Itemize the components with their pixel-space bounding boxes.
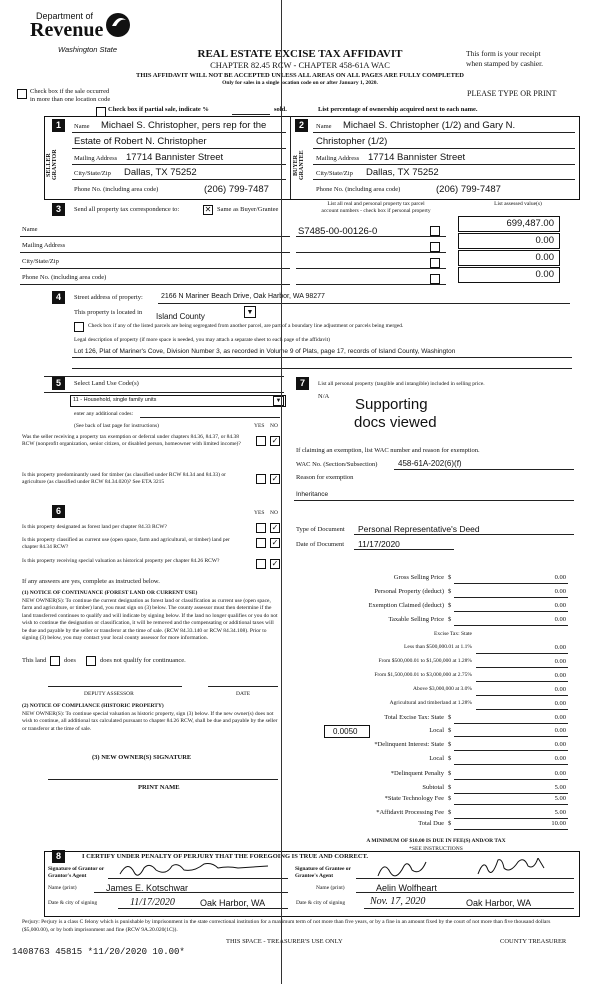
partial-sale-line bbox=[232, 114, 270, 115]
s6-q1-yes[interactable] bbox=[256, 523, 266, 533]
county-value: Island County bbox=[156, 312, 205, 321]
logo-dept-line3: Washington State bbox=[58, 45, 118, 54]
doc-date-value[interactable]: 11/17/2020 bbox=[358, 539, 400, 549]
exemption-label: If claiming an exemption, list WAC number and reason for exemption. bbox=[296, 447, 480, 454]
s5-q1-no[interactable]: ✓ bbox=[271, 436, 279, 445]
total-state-value[interactable]: 0.00 bbox=[554, 714, 566, 721]
located-in-label: This property is located in bbox=[74, 309, 143, 316]
s6-q3-yes[interactable] bbox=[256, 559, 266, 569]
logo-swirl-icon bbox=[104, 8, 132, 42]
taxable-price-label: Taxable Selling Price bbox=[388, 616, 444, 623]
s6-yes-header: YES bbox=[254, 510, 265, 516]
scan-line bbox=[281, 0, 282, 984]
county-select[interactable] bbox=[156, 306, 256, 321]
seller-mailing[interactable]: 17714 Bannister Street bbox=[126, 152, 224, 163]
grantor-signature-scribble bbox=[110, 862, 286, 878]
section-5-number: 5 bbox=[52, 377, 65, 390]
does-not-label: does not qualify for continuance. bbox=[100, 657, 186, 664]
chevron-down-icon: ▼ bbox=[273, 396, 284, 406]
notice2-body: NEW OWNER(S): To continue special valuation as historic property, sign (3) below. If the new owner(s) does not wish to continue, all additional tax calculated pursuant to chapter 84.26 RCW, shall be due and payable by the seller or transferor at the time of sale. bbox=[22, 711, 278, 732]
logo-dept-line2: Revenue bbox=[30, 19, 104, 41]
grantee-name[interactable]: Aelin Wolfheart bbox=[376, 883, 437, 893]
grantor-date-label: Date & city of signing bbox=[48, 900, 98, 906]
does-not-checkbox[interactable] bbox=[86, 656, 96, 666]
corr-name-label: Name bbox=[22, 226, 38, 233]
buyer-phone-label: Phone No. (including area code) bbox=[316, 186, 401, 193]
grantee-sig-label: Signature of Grantee or Grantee's Agent bbox=[295, 866, 351, 879]
wac-label: WAC No. (Section/Subsection) bbox=[296, 461, 378, 468]
s5-q1-yes[interactable] bbox=[256, 436, 266, 446]
grantor-city[interactable]: Oak Harbor, WA bbox=[200, 898, 266, 908]
affidavit-fee-label: *Affidavit Processing Fee bbox=[376, 809, 444, 816]
additional-codes-label: enter any additional codes: bbox=[74, 411, 134, 417]
affidavit-fee-value[interactable]: 5.00 bbox=[554, 809, 566, 816]
ownership-note: List percentage of ownership acquired next to each name. bbox=[318, 106, 478, 113]
gross-price-value[interactable]: 0.00 bbox=[554, 574, 566, 581]
bracket-3-label: From $1,500,000.01 to $3,000,000 at 2.75% bbox=[374, 672, 472, 678]
perjury-text: Perjury: Perjury is a class C felony which is punishable by imprisonment in the state correctional institution for a maximum term of not more than five years, or by a fine in an amount fixed by the court of not more than five thousand dollars ($5,000.00), or by both imprisonment and fine (RCW 9A.20.020(1C)). bbox=[22, 919, 551, 933]
notice2-title: (2) NOTICE OF COMPLIANCE (HISTORIC PROPERTY) bbox=[22, 703, 164, 709]
does-label: does bbox=[64, 657, 76, 664]
bracket-2-value[interactable]: 0.00 bbox=[554, 658, 566, 665]
subtotal-label: Subtotal bbox=[422, 784, 444, 791]
s6-q2-yes[interactable] bbox=[256, 538, 266, 548]
see-instructions-note: *SEE INSTRUCTIONS bbox=[409, 846, 463, 852]
reason-value[interactable]: Inheritance bbox=[296, 491, 329, 498]
s6-q2-no[interactable]: ✓ bbox=[271, 538, 279, 547]
chevron-down-icon: ▼ bbox=[244, 306, 256, 318]
local-rate-box[interactable] bbox=[324, 725, 370, 738]
dor-logo bbox=[30, 8, 135, 68]
grantee-signature-scribble bbox=[358, 858, 568, 880]
corr-phone-label: Phone No. (including area code) bbox=[22, 274, 107, 281]
seller-city[interactable]: Dallas, TX 75252 bbox=[124, 167, 197, 178]
seller-name-label: Name bbox=[74, 123, 90, 130]
assessed-header: List assessed value(s) bbox=[494, 201, 542, 207]
does-checkbox[interactable] bbox=[50, 656, 60, 666]
corr-city-label: City/State/Zip bbox=[22, 258, 59, 265]
taxable-price-value[interactable]: 0.00 bbox=[554, 616, 566, 623]
tech-fee-label: *State Technology Fee bbox=[384, 795, 444, 802]
s5-q2-no[interactable]: ✓ bbox=[271, 474, 279, 483]
delinquent-penalty-value[interactable]: 0.00 bbox=[554, 770, 566, 777]
parcel-header-1: List all real and personal property tax parcel bbox=[327, 201, 425, 207]
buyer-side-label: BUYER GRANTEE bbox=[293, 150, 305, 180]
s5-q2: Is this property predominantly used for timber (as classified under RCW 84.34 and 84.33) or agriculture (as classified under RCW 84.34.020)? See ETA 3215 bbox=[22, 472, 226, 485]
logo-dept-line1: Department of bbox=[36, 11, 94, 21]
buyer-name-label: Name bbox=[316, 123, 332, 130]
land-use-select[interactable] bbox=[70, 395, 286, 407]
certify-text: I CERTIFY UNDER PENALTY OF PERJURY THAT THE FOREGOING IS TRUE AND CORRECT. bbox=[82, 853, 369, 860]
reason-label: Reason for exemption bbox=[296, 474, 354, 481]
sold-label: sold. bbox=[274, 106, 287, 113]
legal-label: Legal description of property (if more space is needed, you may attach a separate sheet to each page of the affidavit) bbox=[74, 337, 330, 343]
s5-no-header: NO bbox=[270, 423, 278, 429]
same-as-buyer-checkbox[interactable]: ✕ bbox=[204, 205, 212, 214]
land-use-value: 11 - Household, single family units bbox=[73, 397, 157, 403]
assessed-value-3[interactable]: 0.00 bbox=[535, 252, 554, 263]
section-1-number: 1 bbox=[52, 119, 65, 132]
section-2-number: 2 bbox=[295, 119, 308, 132]
street-address[interactable]: 2166 N Mariner Beach Drive, Oak Harbor, WA 98277 bbox=[161, 293, 325, 300]
this-land-label: This land bbox=[22, 657, 47, 664]
parcel-number[interactable]: S7485-00-00126-0 bbox=[298, 226, 378, 237]
total-state-label: Total Excise Tax: State bbox=[384, 714, 444, 721]
bracket-3-value[interactable]: 0.00 bbox=[554, 672, 566, 679]
minimum-due-note: A MINIMUM OF $10.00 IS DUE IN FEE(S) AND/OR TAX bbox=[366, 838, 506, 844]
form-chapter: CHAPTER 82.45 RCW - CHAPTER 458-61A WAC bbox=[210, 60, 390, 70]
personal-property-deduct-label: Personal Property (deduct) bbox=[374, 588, 444, 595]
treasurer-space-label: THIS SPACE - TREASURER'S USE ONLY bbox=[226, 938, 343, 945]
s5-q1: Was the seller receiving a property tax exemption or deferral under chapters 84.36, 84.37, or 84.38 RCW (nonprofit organization, senior citizen, or disabled person, homeowner with limited income)? bbox=[22, 434, 241, 447]
total-due-value[interactable]: 10.00 bbox=[551, 820, 566, 827]
bracket-4-label: Above $3,000,000 at 3.0% bbox=[413, 686, 472, 692]
s5-q2-yes[interactable] bbox=[256, 474, 266, 484]
exemption-claimed-label: Exemption Claimed (deduct) bbox=[368, 602, 444, 609]
land-use-label: Select Land Use Code(s) bbox=[74, 380, 139, 387]
s6-q3-no[interactable]: ✓ bbox=[271, 559, 279, 568]
section-4-number: 4 bbox=[52, 291, 65, 304]
s5-yes-header: YES bbox=[254, 423, 265, 429]
form-title: REAL ESTATE EXCISE TAX AFFIDAVIT bbox=[197, 48, 403, 60]
section-7-number: 7 bbox=[296, 377, 309, 390]
section-6-number: 6 bbox=[52, 505, 65, 518]
assessed-value-2[interactable]: 0.00 bbox=[535, 235, 554, 246]
segregated-label: Check box if any of the listed parcels are being segregated from another parcel, are part of a boundary line adjustment or parcels being merged. bbox=[88, 323, 404, 329]
delinquent-interest-value[interactable]: 0.00 bbox=[554, 741, 566, 748]
local-value[interactable]: 0.00 bbox=[554, 727, 566, 734]
wac-value[interactable]: 458-61A-202(6)(f) bbox=[398, 459, 462, 468]
parties-divider bbox=[290, 116, 291, 199]
buyer-phone[interactable]: (206) 799-7487 bbox=[436, 184, 501, 195]
seller-city-label: City/State/Zip bbox=[74, 170, 111, 177]
multi-location-label-2: in more than one location code bbox=[30, 96, 111, 103]
s6-q1: Is this property designated as forest land per chapter 84.33 RCW? bbox=[22, 524, 167, 530]
seller-phone[interactable]: (206) 799-7487 bbox=[204, 184, 269, 195]
multi-location-label-1: Check box if the sale occurred bbox=[30, 88, 110, 95]
buyer-mailing[interactable]: 17714 Bannister Street bbox=[368, 152, 466, 163]
personal-property-checkbox-2[interactable] bbox=[430, 242, 440, 252]
s6-q3: Is this property receiving special valuation as historical property per chapter 84.26 RCW? bbox=[22, 558, 220, 564]
notice1-title: (1) NOTICE OF CONTINUANCE (FOREST LAND OR CURRENT USE) bbox=[22, 590, 198, 596]
personal-property-checkbox-1[interactable] bbox=[430, 226, 440, 236]
local2-value[interactable]: 0.00 bbox=[554, 755, 566, 762]
new-owner-signature-label: (3) NEW OWNER(S) SIGNATURE bbox=[92, 754, 192, 761]
seller-name-2[interactable]: Estate of Robert N. Christopher bbox=[74, 136, 207, 147]
bracket-2-label: From $500,000.01 to $1,500,000 at 1.28% bbox=[378, 658, 472, 664]
excise-state-label: Excise Tax: State bbox=[433, 631, 472, 637]
s6-no-header: NO bbox=[270, 510, 278, 516]
personal-property-checkbox-4[interactable] bbox=[430, 274, 440, 284]
please-type: PLEASE TYPE OR PRINT bbox=[467, 89, 557, 98]
personal-property-label: List all personal property (tangible and intangible) included in selling price. bbox=[318, 381, 485, 387]
s6-q2: Is this property classified as current use (open space, farm and agricultural, or timber) land per chapter 84.34 RCW? bbox=[22, 537, 230, 550]
delinquent-interest-label: *Delinquent Interest: State bbox=[374, 741, 444, 748]
receipt-note-2: when stamped by cashier. bbox=[466, 59, 544, 68]
grantee-date-label: Date & city of signing bbox=[296, 900, 346, 906]
grantee-date[interactable]: Nov. 17, 2020 bbox=[370, 896, 426, 907]
send-correspondence-label: Send all property tax correspondence to: bbox=[74, 206, 180, 213]
grantee-city[interactable]: Oak Harbor, WA bbox=[466, 898, 532, 908]
delinquent-penalty-label: *Delinquent Penalty bbox=[390, 770, 444, 777]
local-label: Local bbox=[429, 727, 444, 734]
grantee-name-label: Name (print) bbox=[316, 885, 345, 891]
print-name-label: PRINT NAME bbox=[138, 784, 180, 791]
local-rate-value: 0.0050 bbox=[333, 727, 358, 736]
seller-phone-label: Phone No. (including area code) bbox=[74, 186, 159, 193]
deputy-assessor-label: DEPUTY ASSESSOR bbox=[84, 691, 134, 697]
receipt-note-1: This form is your receipt bbox=[466, 49, 541, 58]
notice1-body: NEW OWNER(S): To continue the current designation as forest land or classification as current use (open space, farm and agriculture, or timber) land, you must sign on (3) below. The county assessor must then determine if the land transferred continues to qualify and will indicate by signing below. If the land no longer qualifies or you do not wish to continue the designation or classification, it will be removed and the compensating or additional taxes will be due and payable by the seller or transferor at the time of sale. (RCW 84.33.140 or RCW 84.34.108). Prior to signing (3) below, you may contact your local county assessor for more information. bbox=[22, 598, 278, 642]
seller-name-1[interactable]: Michael S. Christopher, pers rep for the bbox=[101, 120, 267, 131]
grantor-date[interactable]: 11/17/2020 bbox=[130, 897, 175, 908]
warning-sub: Only for sales in a single location code on or after January 1, 2020. bbox=[222, 80, 378, 86]
grantor-name[interactable]: James E. Kotschwar bbox=[106, 883, 189, 893]
local2-label: Local bbox=[429, 755, 444, 762]
bracket-5-label: Agricultural and timberland at 1.28% bbox=[389, 700, 472, 706]
personal-property-deduct-value[interactable]: 0.00 bbox=[554, 588, 566, 595]
street-address-label: Street address of property: bbox=[74, 294, 143, 301]
bracket-4-value[interactable]: 0.00 bbox=[554, 686, 566, 693]
grantee-signature[interactable] bbox=[358, 858, 568, 880]
s6-if-yes: If any answers are yes, complete as instructed below. bbox=[22, 578, 160, 585]
buyer-mailing-label: Mailing Address bbox=[316, 155, 360, 162]
doc-type-value[interactable]: Personal Representative's Deed bbox=[358, 524, 480, 534]
tax-calc: Gross Selling Price $ 0.00 Personal Property (deduct) $ 0.00 Exemption Claimed (deduct) $ 0.00 Taxable Selling Price $ 0.00 Excise Tax: State Less than $500,000.01 at 1.1% 0.00 From $500,000.01 to $1,500,000 at 1.28% 0.00 From $1,500,000.01 to $3,000,000 at 2.75% 0.00 Above $3,000,000 at 3.0% 0.00 Agricultural and timberland at 1.28% 0.00 Total Excise Tax: State $ 0.00 0.0050 Local $ 0.00 *Delinquent Interest: State $ 0.00 Local $ 0.00 *Delinquent Penalty $ 0.00 Subtotal $ 5.00 *State Technology Fee $ 5.00 *Affidavit Processing Fee $ 5.00 Total Due $ 10.00 bbox=[296, 574, 576, 844]
same-as-buyer-label: Same as Buyer/Grantee bbox=[217, 206, 279, 213]
bracket-1-value[interactable]: 0.00 bbox=[554, 644, 566, 651]
grantor-sig-label: Signature of Grantor or Grantor's Agent bbox=[48, 866, 105, 879]
deputy-date-label: DATE bbox=[236, 691, 251, 697]
personal-property-checkbox-3[interactable] bbox=[430, 258, 440, 268]
partial-sale-label: Check box if partial sale, indicate % bbox=[108, 106, 209, 113]
doc-type-label: Type of Document bbox=[296, 526, 345, 533]
buyer-city[interactable]: Dallas, TX 75252 bbox=[366, 167, 439, 178]
multi-location-checkbox[interactable] bbox=[17, 89, 27, 99]
total-due-label: Total Due bbox=[418, 820, 444, 827]
bracket-5-value[interactable]: 0.00 bbox=[554, 700, 566, 707]
seller-mailing-label: Mailing Address bbox=[74, 155, 118, 162]
see-back-label: (See back of last page for instructions) bbox=[74, 423, 159, 429]
subtotal-value[interactable]: 5.00 bbox=[554, 784, 566, 791]
section-3-number: 3 bbox=[52, 203, 65, 216]
corr-mailing-label: Mailing Address bbox=[22, 242, 66, 249]
grantor-signature[interactable] bbox=[110, 862, 286, 878]
gross-price-label: Gross Selling Price bbox=[393, 574, 444, 581]
assessed-value-4[interactable]: 0.00 bbox=[535, 269, 554, 280]
exemption-claimed-value[interactable]: 0.00 bbox=[554, 602, 566, 609]
section-8-number: 8 bbox=[52, 850, 65, 863]
parcel-header-2: account numbers - check box if personal property bbox=[321, 208, 431, 214]
doc-date-label: Date of Document bbox=[296, 541, 345, 548]
buyer-name-2[interactable]: Christopher (1/2) bbox=[316, 136, 388, 147]
county-treasurer-label: COUNTY TREASURER bbox=[500, 938, 567, 945]
seller-side-label: SELLER GRANTOR bbox=[46, 149, 58, 181]
stamp-line-1: Supporting bbox=[355, 396, 428, 413]
grantor-name-label: Name (print) bbox=[48, 885, 77, 891]
personal-property-value[interactable]: N/A bbox=[318, 393, 330, 400]
tech-fee-value[interactable]: 5.00 bbox=[554, 795, 566, 802]
stamp-line-2: docs viewed bbox=[354, 414, 437, 431]
segregated-checkbox[interactable] bbox=[74, 322, 84, 332]
s6-q1-no[interactable]: ✓ bbox=[271, 523, 279, 532]
receipt-stamp: 1408763 45815 *11/20/2020 10.00* bbox=[12, 947, 185, 957]
warning-text: THIS AFFIDAVIT WILL NOT BE ACCEPTED UNLESS ALL AREAS ON ALL PAGES ARE FULLY COMPLETED bbox=[136, 72, 464, 79]
bracket-1-label: Less than $500,000.01 at 1.1% bbox=[404, 644, 472, 650]
assessed-value-1[interactable]: 699,487.00 bbox=[506, 218, 554, 229]
buyer-city-label: City/State/Zip bbox=[316, 170, 353, 177]
legal-description[interactable]: Lot 126, Plat of Mariner's Cove, Division Number 3, as recorded in Volume 9 of Plats, page 17, records of Island County, Washington bbox=[74, 348, 456, 355]
buyer-name-1[interactable]: Michael S. Christopher (1/2) and Gary N. bbox=[343, 120, 516, 131]
